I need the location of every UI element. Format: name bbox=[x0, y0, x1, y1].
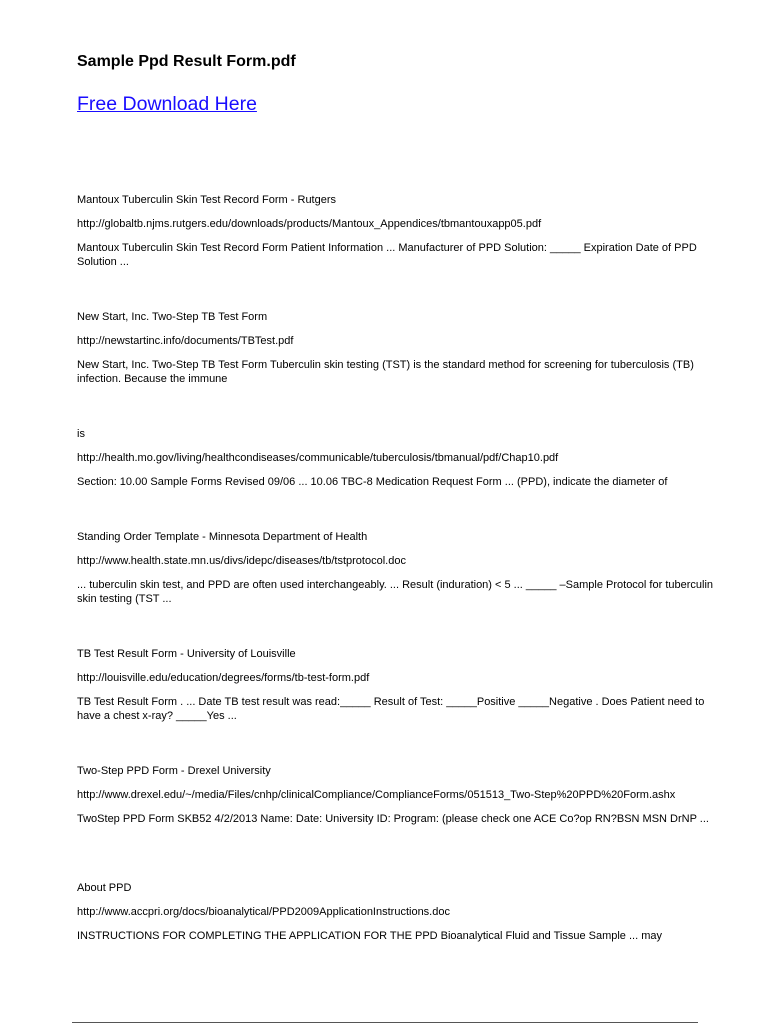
entry-title: TB Test Result Form - University of Louisville bbox=[77, 648, 296, 660]
entry-title: About PPD bbox=[77, 882, 132, 894]
result-entry bbox=[77, 647, 717, 723]
entry-title: Two-Step PPD Form - Drexel University bbox=[77, 765, 271, 777]
entry-title: New Start, Inc. Two-Step TB Test Form bbox=[77, 311, 268, 323]
entry-url[interactable]: http://globaltb.njms.rutgers.edu/downloads/products/Mantoux_Appendices/tbmantouxapp05.pdf bbox=[77, 218, 542, 230]
result-entry bbox=[77, 427, 717, 489]
result-entry bbox=[77, 193, 717, 269]
entry-title: Standing Order Template - Minnesota Department of Health bbox=[77, 531, 368, 543]
footer-divider bbox=[72, 1022, 698, 1023]
result-entry bbox=[77, 881, 717, 943]
entry-snippet: INSTRUCTIONS FOR COMPLETING THE APPLICATION FOR THE PPD Bioanalytical Fluid and Tissue Sample ... may bbox=[77, 930, 662, 942]
entry-snippet: Section: 10.00 Sample Forms Revised 09/06 ... 10.06 TBC-8 Medication Request Form ... (PPD), indicate the diameter of bbox=[77, 476, 668, 488]
entry-snippet: TB Test Result Form . ... Date TB test result was read:_____ Result of Test: _____Positive _____Negative . Does Patient need to have a chest x-ray? _____Yes ... bbox=[77, 696, 705, 722]
free-download-link[interactable]: Free Download Here bbox=[77, 93, 257, 115]
entry-snippet: TwoStep PPD Form SKB52 4/2/2013 Name: Date: University ID: Program: (please check one ACE Co?op RN?BSN MSN DrNP ... bbox=[77, 813, 709, 825]
entry-title: Mantoux Tuberculin Skin Test Record Form - Rutgers bbox=[77, 194, 337, 206]
entry-url[interactable]: http://www.drexel.edu/~/media/Files/cnhp/clinicalCompliance/ComplianceForms/051513_Two-Step%20PPD%20Form.ashx bbox=[77, 789, 676, 801]
result-entry bbox=[77, 310, 717, 386]
document-title: Sample Ppd Result Form.pdf bbox=[77, 53, 296, 70]
entry-url[interactable]: http://newstartinc.info/documents/TBTest.pdf bbox=[77, 335, 294, 347]
entry-snippet: New Start, Inc. Two-Step TB Test Form Tuberculin skin testing (TST) is the standard method for screening for tuberculosis (TB) infection. Because the immune bbox=[77, 359, 694, 385]
entry-url[interactable]: http://www.health.state.mn.us/divs/idepc/diseases/tb/tstprotocol.doc bbox=[77, 555, 406, 567]
entry-snippet: ... tuberculin skin test, and PPD are often used interchangeably. ... Result (induration) < 5 ... _____ –Sample Protocol for tuberculin skin testing (TST ... bbox=[77, 579, 714, 605]
result-entry bbox=[77, 764, 717, 826]
entry-snippet: Mantoux Tuberculin Skin Test Record Form Patient Information ... Manufacturer of PPD Solution: _____ Expiration Date of PPD Solution ... bbox=[77, 242, 697, 268]
entry-url[interactable]: http://health.mo.gov/living/healthcondiseases/communicable/tuberculosis/tbmanual/pdf/Chap10.pdf bbox=[77, 452, 559, 464]
entry-url[interactable]: http://www.accpri.org/docs/bioanalytical/PPD2009ApplicationInstructions.doc bbox=[77, 906, 450, 918]
result-entry bbox=[77, 530, 717, 606]
entry-url[interactable]: http://louisville.edu/education/degrees/forms/tb-test-form.pdf bbox=[77, 672, 370, 684]
entry-title: is bbox=[77, 428, 85, 440]
